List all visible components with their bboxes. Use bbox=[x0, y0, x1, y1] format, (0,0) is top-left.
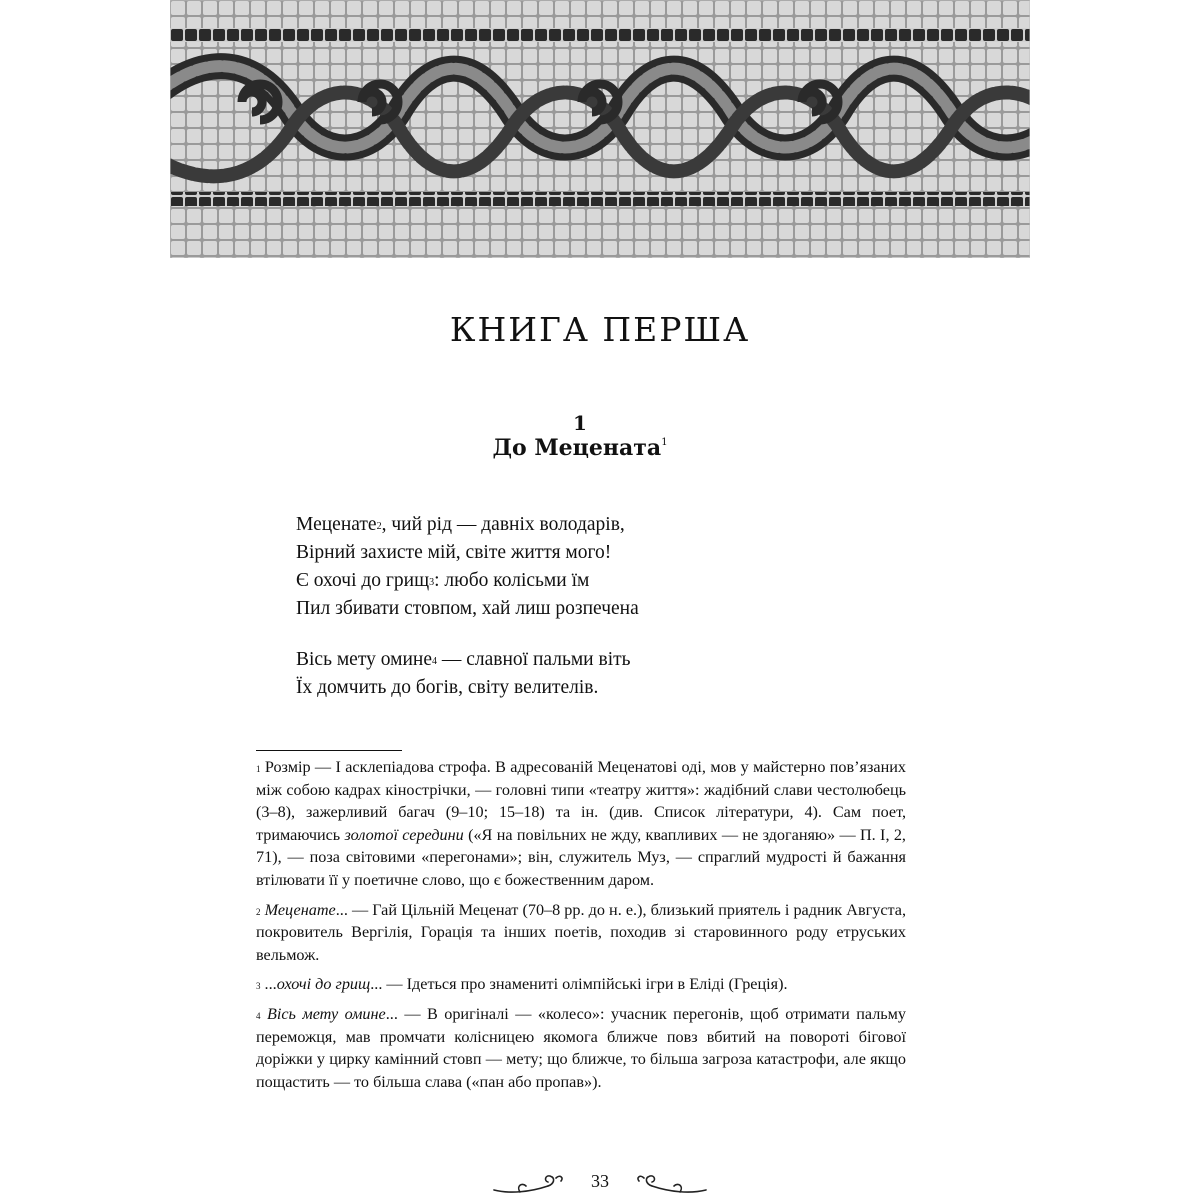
poem-line-text: — славної пальми віть bbox=[436, 649, 631, 670]
footnote-text: Розмір — І асклепіадова строфа. bbox=[260, 758, 491, 776]
footnote-mark: 4 bbox=[256, 1010, 261, 1021]
footnote-divider bbox=[256, 750, 402, 751]
poem-number: 1 bbox=[573, 411, 587, 435]
footnote-italic-text: охочі до грищ bbox=[276, 975, 371, 994]
poem-line-text: Їх домчить до богів, світу велителів. bbox=[296, 677, 599, 698]
footnote-mark: 1 bbox=[256, 764, 261, 774]
footnote-mark: 3 bbox=[256, 981, 261, 992]
footnote-text: В адресованій Меценатові оді, мов у майстерно пов’язаних між собою кадрах кінострічки, — головні типи «театру життя»: жадібний слави честолюбець (3–8), зажерливий багач (9–10; 15–18) та ін. (див. Список літератури, 4). Сам поет, тримаючись bbox=[256, 758, 907, 844]
footnote-mark: 2 bbox=[256, 906, 261, 917]
poem-line-text: Є охочі до грищ bbox=[296, 570, 430, 591]
poem-line-text: : любо колісьми їм bbox=[434, 570, 590, 591]
poem-line bbox=[296, 511, 639, 539]
poem-line-text: Вісь мету омине bbox=[296, 649, 432, 670]
stanza-2 bbox=[296, 646, 631, 702]
footnote-ref-1: 1 bbox=[661, 437, 668, 448]
footnote-2 bbox=[256, 899, 906, 967]
poem-line bbox=[296, 539, 639, 567]
footnote-text: ... — Ідеться про знамениті олімпійські ігри в Еліді (Греція). bbox=[370, 975, 788, 994]
poem-title bbox=[0, 435, 1160, 461]
stanza-1 bbox=[296, 511, 639, 623]
page-number: 33 bbox=[591, 1171, 609, 1191]
footnote-italic-text: Вісь мету омине bbox=[266, 1004, 386, 1023]
poem-line-text: , чий рід — давніх володарів, bbox=[381, 514, 625, 535]
poem-line bbox=[296, 595, 639, 623]
poem-line-text: Вірний захисте мій, світе життя мого! bbox=[296, 542, 612, 563]
poem-line bbox=[296, 674, 631, 702]
poem-line-text: Меценате bbox=[296, 514, 377, 535]
flourish-right-icon bbox=[630, 1168, 710, 1198]
footnote-4 bbox=[256, 1003, 906, 1093]
mosaic-banner-image bbox=[170, 0, 1030, 258]
footnote-italic-text: Меценате bbox=[264, 900, 336, 919]
poem-line bbox=[296, 567, 639, 595]
poem-title-text: До Мецената bbox=[492, 435, 662, 461]
footnote-1 bbox=[256, 756, 906, 892]
footnote-text: («Я на повільних не жду, квапливих — не здоганяю» — П. І, 2, 71), — поза світовими «перегонами»; він, служитель Муз, — спраглий мудрості й бажання втілювати її у поетичне слово, що є божественним даром. bbox=[256, 825, 906, 889]
footnote-ref-2: 2 bbox=[376, 521, 382, 532]
footnote-italic-text: золотої середини bbox=[344, 825, 464, 844]
footnotes bbox=[256, 756, 906, 1100]
book-title: КНИГА ПЕРША bbox=[449, 310, 751, 349]
footnote-text: ... — В оригіналі — «колесо»: учасник перегонів, щоб отримати пальму переможця, мав промчати колісницею якомога ближче повз вбитий на повороті бігової доріжки у цирку камінний стовп — мету; що ближче, то більша загроза катастрофи, але якщо пощастить — то більша слава («пан або пропав»). bbox=[256, 1004, 907, 1091]
footnote-ref-3: 3 bbox=[429, 577, 435, 588]
footnote-text: ... bbox=[260, 975, 277, 994]
footnote-3 bbox=[256, 973, 906, 996]
poem-line-text: Пил збивати стовпом, хай лиш розпечена bbox=[296, 598, 639, 619]
footnote-ref-4: 4 bbox=[431, 656, 437, 667]
poem-line bbox=[296, 646, 631, 674]
page-folio bbox=[490, 1168, 710, 1198]
footnote-text: ... — Гай Цільній Меценат (70–8 рр. до н. е.), близький приятель і радник Августа, покровитель Вергілія, Горація та інших поетів, походив зі старовинного роду етруських вельмож. bbox=[256, 900, 907, 964]
